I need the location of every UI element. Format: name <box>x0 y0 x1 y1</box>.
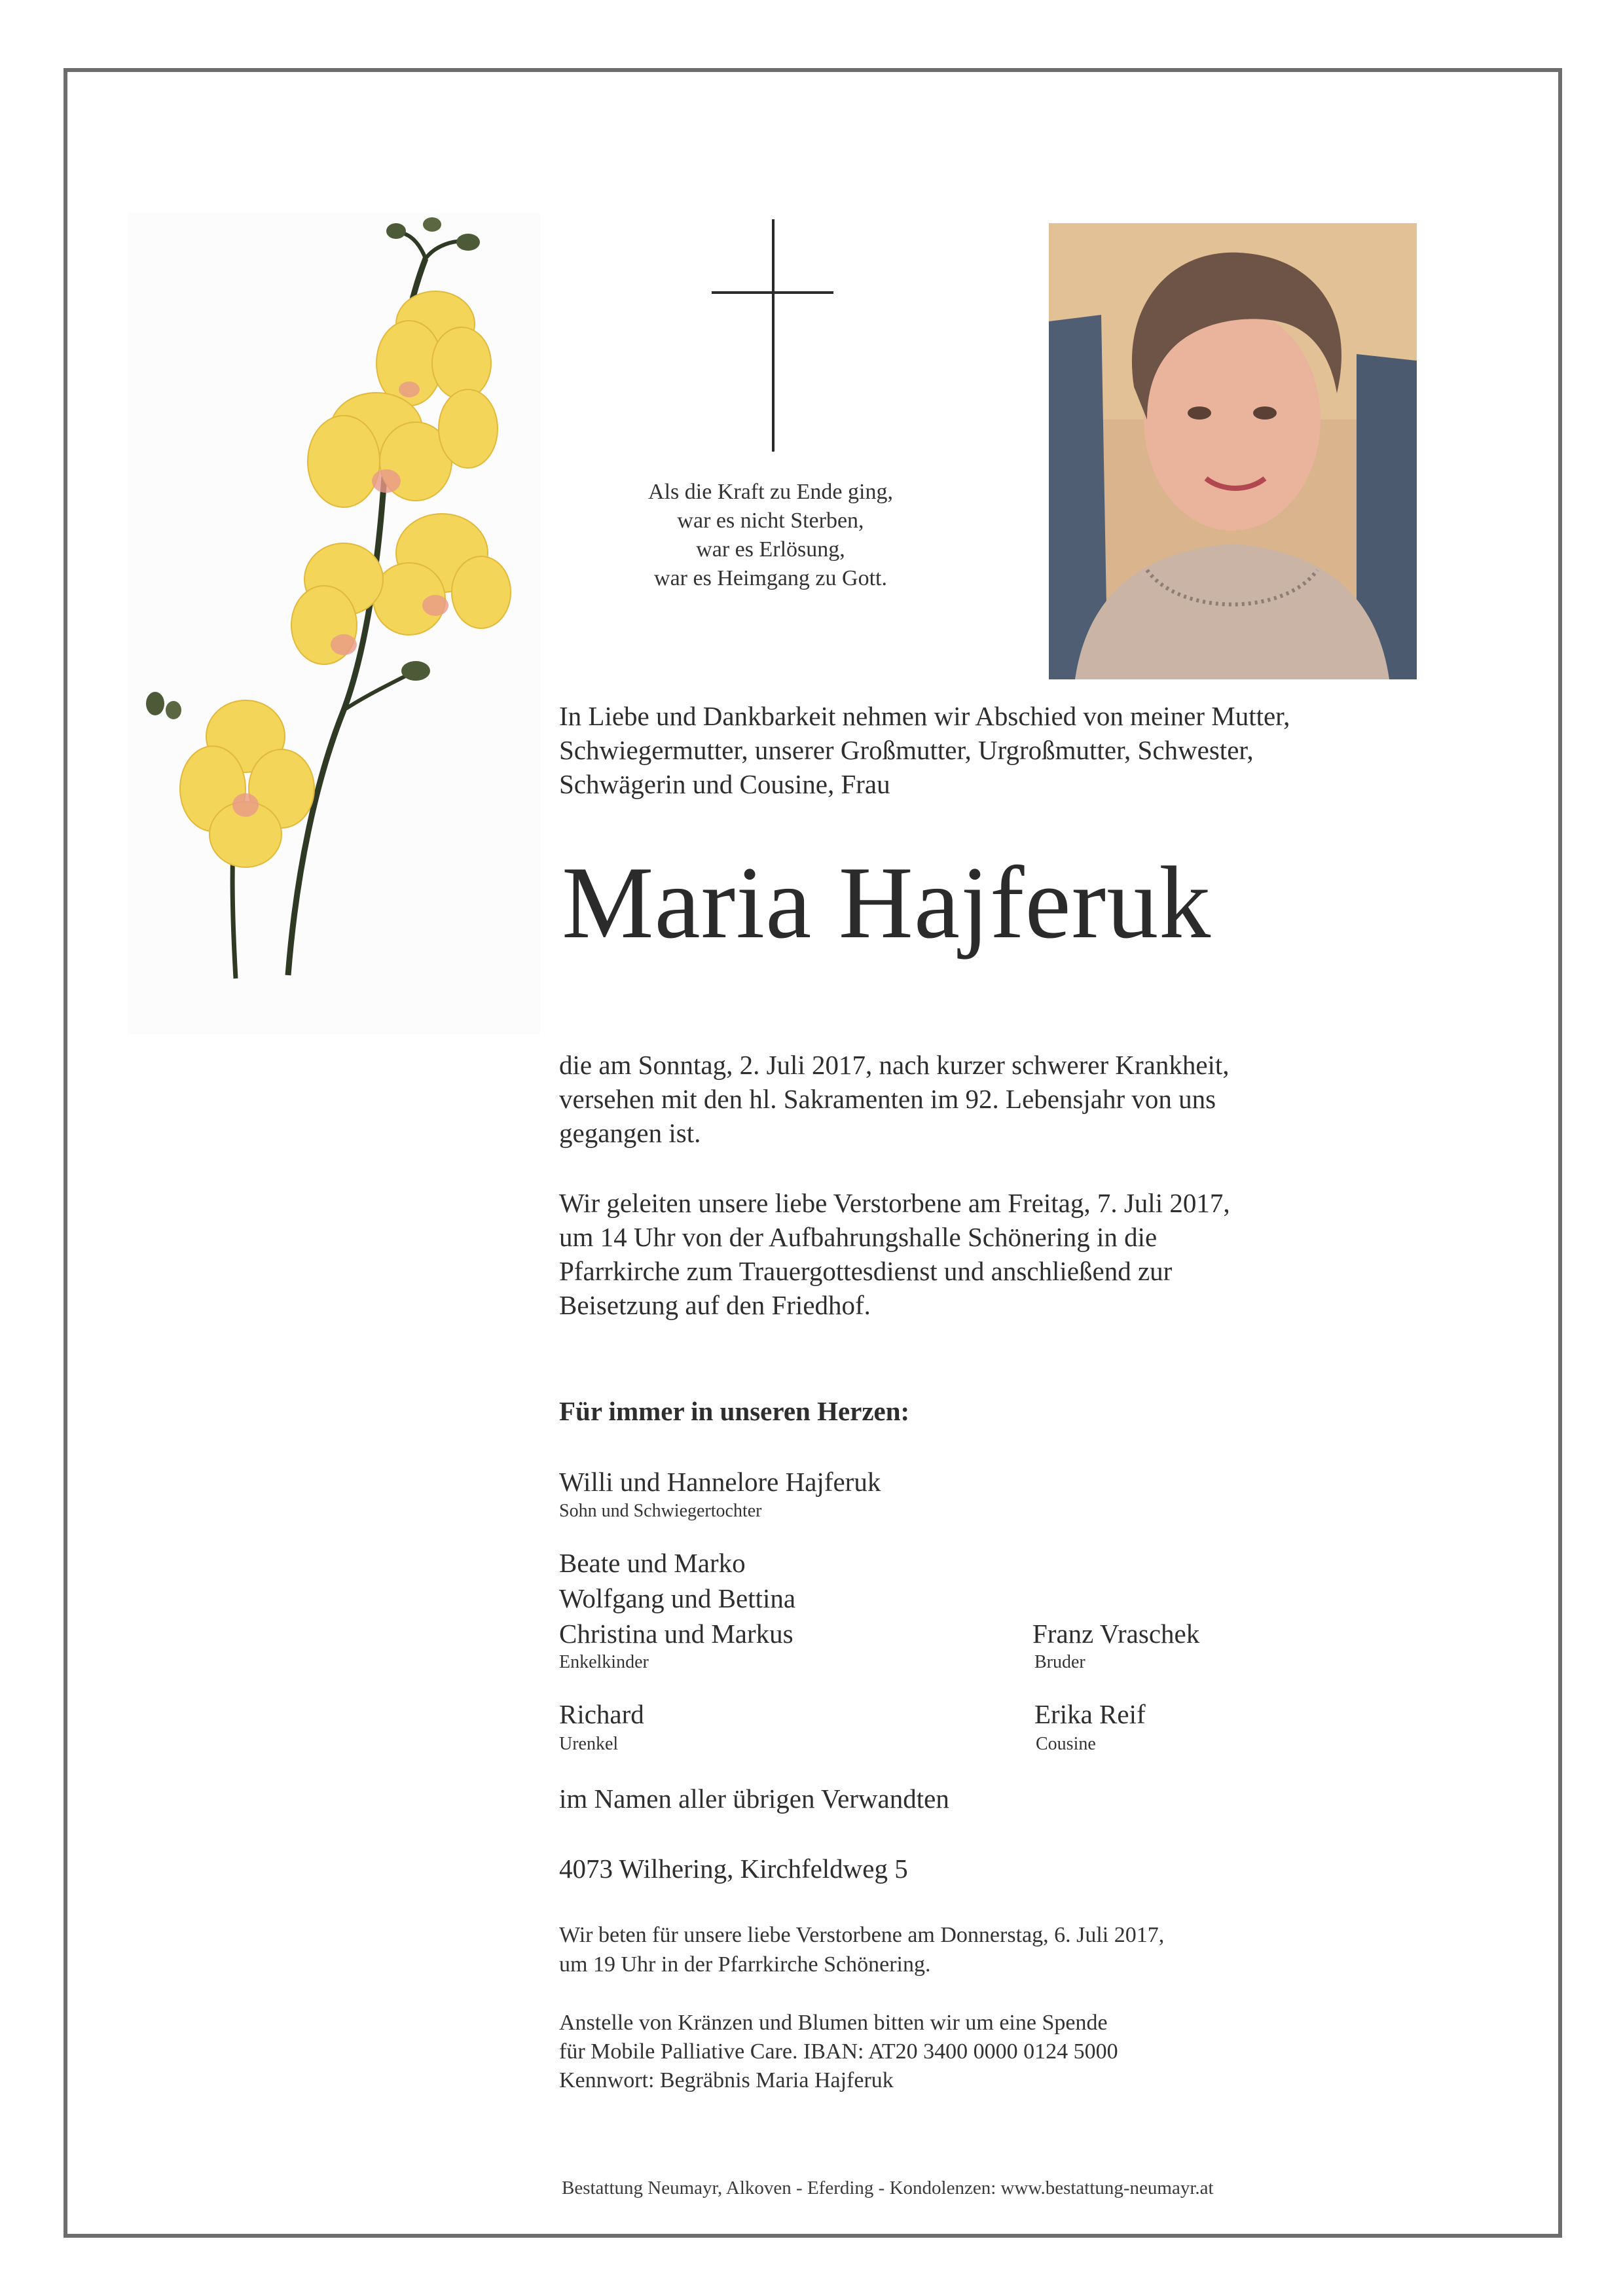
deceased-name: Maria Hajferuk <box>562 846 1212 960</box>
prayer-line: Wir beten für unsere liebe Verstorbene am Donnerstag, 6. Juli 2017, <box>559 1923 1165 1947</box>
mourner-name-great-grandchild: Richard <box>559 1699 644 1729</box>
donation-line: für Mobile Palliative Care. IBAN: AT20 3400 0000 0124 5000 <box>559 2039 1118 2064</box>
portrait-photo <box>1049 223 1417 679</box>
poem-line: war es Heimgang zu Gott. <box>654 566 887 590</box>
mourner-name-grandchild: Beate und Marko <box>559 1548 746 1578</box>
mourner-name-grandchild: Wolfgang und Bettina <box>559 1583 796 1613</box>
death-notice-line: die am Sonntag, 2. Juli 2017, nach kurzer schwerer Krankheit, <box>559 1050 1230 1080</box>
death-notice-line: gegangen ist. <box>559 1118 701 1148</box>
funeral-line: um 14 Uhr von der Aufbahrungshalle Schönering in die <box>559 1222 1158 1252</box>
poem <box>564 478 977 593</box>
mourner-name-grandchild: Christina und Markus <box>559 1619 793 1649</box>
mourner-relation-brother: Bruder <box>1034 1652 1085 1672</box>
mourner-relation-son: Sohn und Schwiegertochter <box>559 1501 762 1521</box>
donation-line: Anstelle von Kränzen und Blumen bitten wir um eine Spende <box>559 2011 1108 2035</box>
funeral-line: Beisetzung auf den Friedhof. <box>559 1290 871 1320</box>
mourner-name-brother: Franz Vraschek <box>1032 1619 1200 1649</box>
death-notice-line: versehen mit den hl. Sakramenten im 92. Lebensjahr von uns <box>559 1084 1216 1114</box>
intro-line: Schwiegermutter, unserer Großmutter, Urgroßmutter, Schwester, <box>559 735 1254 765</box>
mourner-relation-great-grandchild: Urenkel <box>559 1734 619 1754</box>
mourner-name-cousin: Erika Reif <box>1034 1699 1146 1729</box>
mourner-relation-grandchildren: Enkelkinder <box>559 1652 649 1672</box>
mourners-heading: Für immer in unseren Herzen: <box>559 1396 910 1426</box>
mourner-relation-cousin: Cousine <box>1036 1734 1096 1754</box>
intro-line: In Liebe und Dankbarkeit nehmen wir Abschied von meiner Mutter, <box>559 701 1290 731</box>
funeral-line: Wir geleiten unsere liebe Verstorbene am Freitag, 7. Juli 2017, <box>559 1188 1230 1218</box>
funeral-line: Pfarrkirche zum Trauergottesdienst und anschließend zur <box>559 1256 1173 1286</box>
footer-text: Bestattung Neumayr, Alkoven - Eferding - Kondolenzen: www.bestattung-neumayr.at <box>562 2178 1214 2198</box>
donation-line: Kennwort: Begräbnis Maria Hajferuk <box>559 2068 894 2092</box>
prayer-line: um 19 Uhr in der Pfarrkirche Schönering. <box>559 1952 931 1977</box>
poem-line: war es nicht Sterben, <box>677 509 864 533</box>
poem-line: war es Erlösung, <box>696 537 845 562</box>
mourner-name-son: Willi und Hannelore Hajferuk <box>559 1467 881 1497</box>
poem-line: Als die Kraft zu Ende ging, <box>648 480 893 504</box>
orchid-illustration <box>128 213 540 1034</box>
intro-line: Schwägerin und Cousine, Frau <box>559 769 890 799</box>
cross-icon-horizontal <box>712 291 833 294</box>
on-behalf-line: im Namen aller übrigen Verwandten <box>559 1784 949 1814</box>
cross-icon-vertical <box>772 219 775 452</box>
address: 4073 Wilhering, Kirchfeldweg 5 <box>559 1854 908 1884</box>
